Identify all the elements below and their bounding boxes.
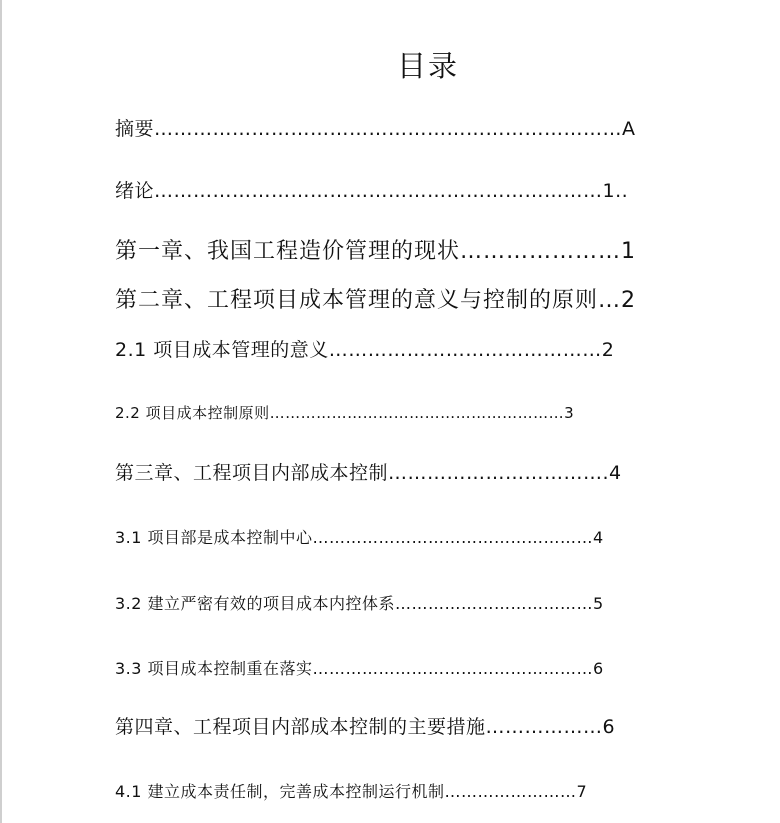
toc-entry-chapter-1: 第一章、我国工程造价管理的现状…………………1 <box>115 239 636 264</box>
toc-entry-section-2-1: 2.1 项目成本管理的意义……………………………………2 <box>115 339 615 361</box>
toc-entry-section-4-1: 4.1 建立成本责任制，完善成本控制运行机制……………………7 <box>115 782 588 801</box>
page-edge-rule <box>0 0 2 823</box>
toc-entry-chapter-2: 第二章、工程项目成本管理的意义与控制的原则…2 <box>115 288 636 313</box>
toc-entry-section-3-3: 3.3 项目成本控制重在落实……………………………………………6 <box>115 659 604 678</box>
toc-entry-section-2-2: 2.2 项目成本控制原则…………………………………………………3 <box>115 404 575 422</box>
page-title: 目录 <box>396 49 459 83</box>
toc-entry-section-3-2: 3.2 建立严密有效的项目成本内控体系………………………………5 <box>115 594 604 613</box>
toc-entry-section-3-1: 3.1 项目部是成本控制中心……………………………………………4 <box>115 528 604 547</box>
toc-entry-introduction: 绪论……………………………………………………………1.. <box>115 180 629 202</box>
toc-entry-abstract: 摘要………………………………………………………………A <box>115 118 636 140</box>
toc-entry-chapter-3: 第三章、工程项目内部成本控制…………………………….4 <box>115 462 622 484</box>
toc-entry-chapter-4: 第四章、工程项目内部成本控制的主要措施………………6 <box>115 716 616 738</box>
